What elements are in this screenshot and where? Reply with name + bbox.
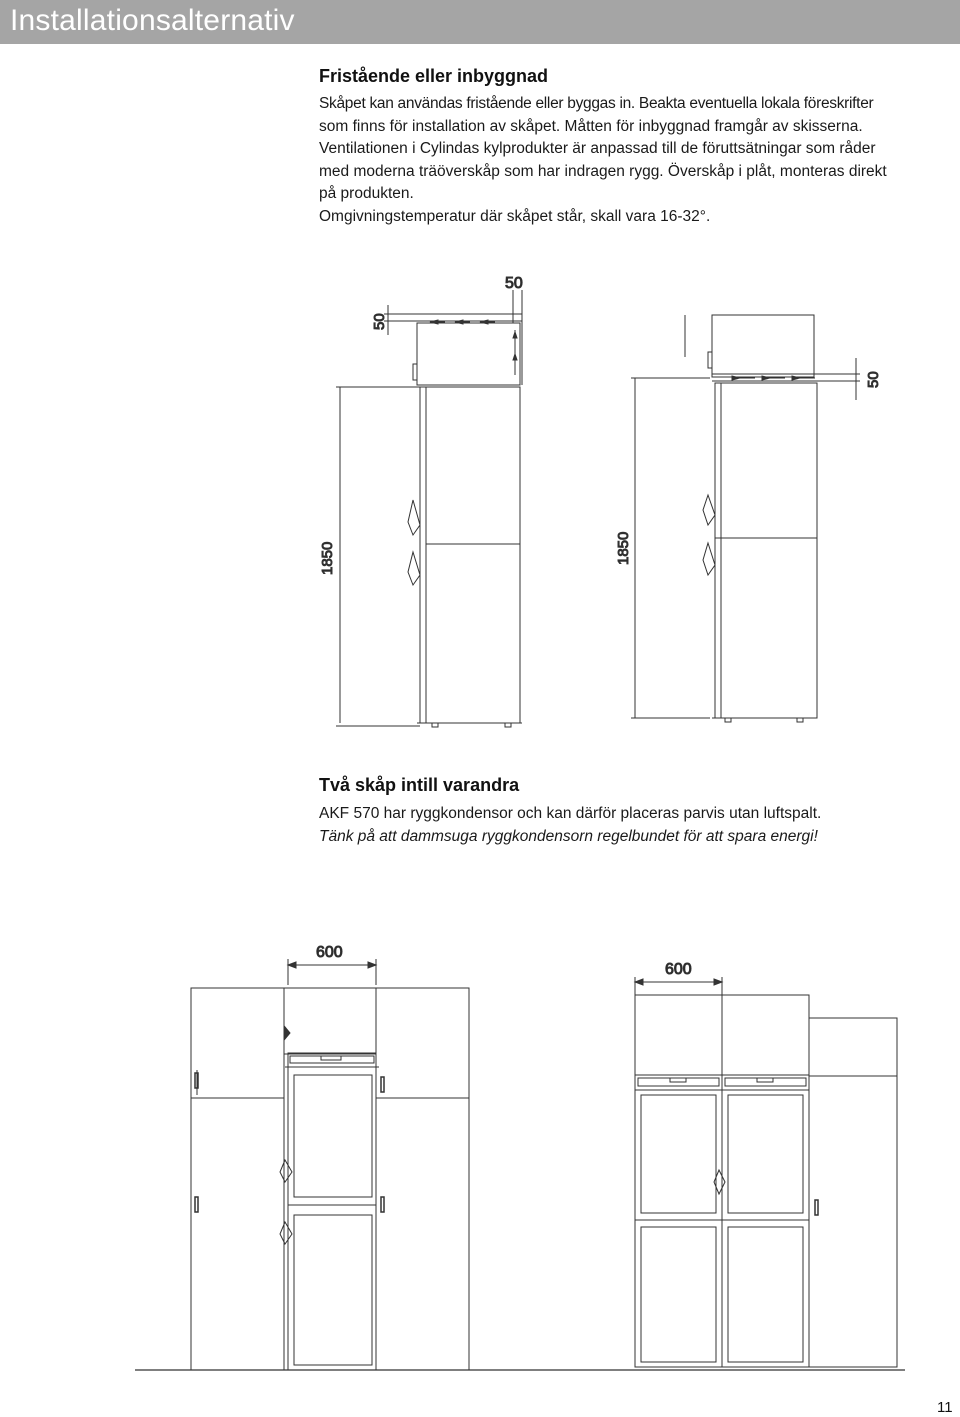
right-kitchen-drawing: [635, 977, 897, 1367]
top-gap-label: 50: [505, 275, 523, 292]
body-line: med moderna träöverskåp som har indragen rygg. Överskåp i plåt, monteras direkt: [319, 162, 887, 180]
page-number: 11: [937, 1399, 953, 1416]
left-cabinet-drawing: [336, 290, 522, 727]
right-height-label: 1850: [615, 531, 632, 565]
section-heading: Fristående eller inbyggnad: [319, 66, 549, 86]
section-heading: Två skåp intill varandra: [319, 775, 520, 795]
page-title: Installationsalternativ: [10, 4, 295, 37]
body-line: på produkten.: [319, 185, 414, 202]
right-cabinet-drawing: [631, 315, 860, 722]
body-line: Ventilationen i Cylindas kylprodukter är anpassad till de föruttsätningar som råder: [319, 140, 876, 157]
left-width-label: 600: [316, 944, 343, 961]
header-bar: [0, 0, 960, 44]
side-by-side-sketch: [135, 935, 905, 1375]
body-line: Omgivningstemperatur där skåpet står, skall vara 16-32°.: [319, 207, 711, 225]
body-line: Skåpet kan användas fristående eller byggas in. Beakta eventuella lokala föreskrifter: [319, 95, 874, 112]
body-line: AKF 570 har ryggkondensor och kan därför placeras parvis utan luftspalt.: [319, 805, 822, 822]
body-line: som finns för installation av skåpet. Måtten för inbyggnad framgår av skisserna.: [319, 117, 863, 135]
left-side-gap-label: 50: [371, 313, 388, 330]
left-kitchen-drawing: [191, 959, 469, 1370]
installation-sketch: [300, 260, 900, 740]
section-side-by-side: [319, 775, 959, 848]
right-top-gap-label: 50: [865, 371, 882, 388]
section-freestanding: [319, 66, 959, 228]
left-height-label: 1850: [319, 541, 336, 575]
right-width-label: 600: [665, 961, 692, 978]
body-line-italic: Tänk på att dammsuga ryggkondensorn regelbundet för att spara energi!: [319, 827, 818, 845]
